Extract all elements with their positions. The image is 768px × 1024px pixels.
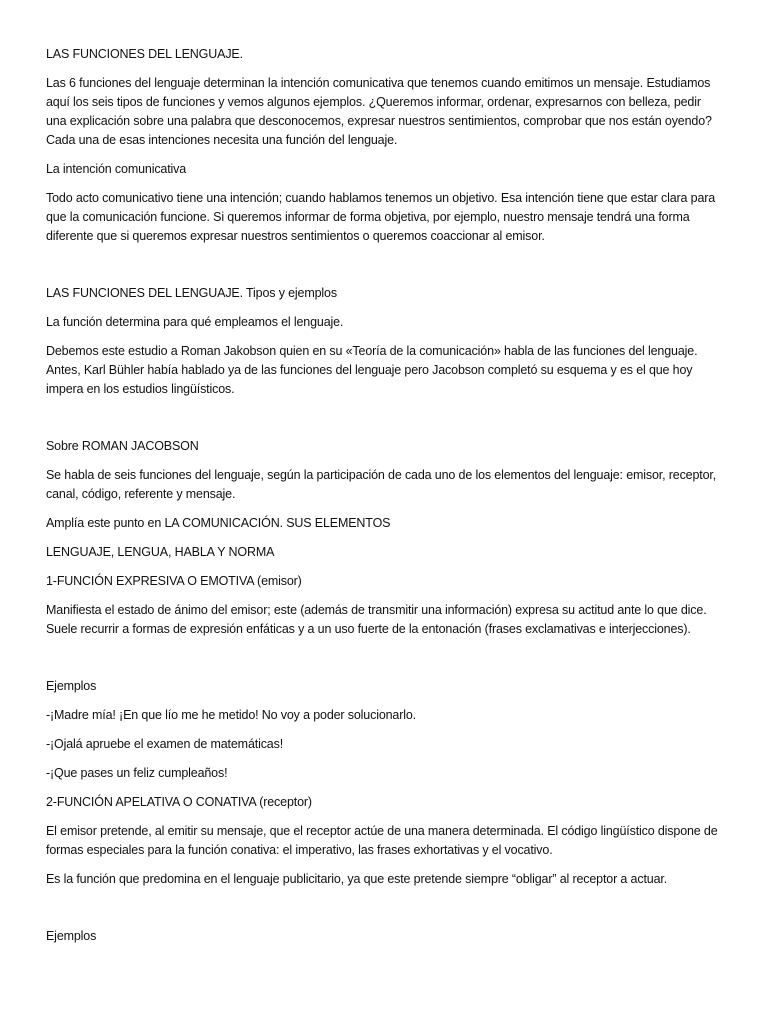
seis-funciones-paragraph: Se habla de seis funciones del lenguaje, según la participación de cada uno de los elementos del lenguaje: emisor, receptor, canal, código, referente y mensaje. [46, 468, 717, 501]
example-item: -¡Que pases un feliz cumpleaños! [46, 766, 228, 780]
expresiva-heading: 1-FUNCIÓN EXPRESIVA O EMOTIVA (emisor) [46, 574, 302, 588]
sobre-heading: Sobre ROMAN JACOBSON [46, 439, 199, 453]
expresiva-paragraph: Manifiesta el estado de ánimo del emisor; este (además de transmitir una información) expresa su actitud ante lo que dice. Suele recurrir a formas de expresión enfáticas y a un uso fuerte de la entonación (frases exclamativas e interjecciones). [46, 603, 707, 636]
jakobson-paragraph: Debemos este estudio a Roman Jakobson quien en su «Teoría de la comunicación» habla de las funciones del lenguaje. Antes, Karl Bühler había hablado ya de las funciones del lenguaje pero Jacobson completó su esquema y es el que hoy impera en los estudios lingüísticos. [46, 344, 698, 396]
lenguaje-lengua-line: LENGUAJE, LENGUA, HABLA Y NORMA [46, 545, 275, 559]
spacer [46, 409, 722, 437]
spacer [46, 256, 722, 284]
example-item: -¡Madre mía! ¡En que lío me he metido! No voy a poder solucionarlo. [46, 708, 416, 722]
apelativa-heading: 2-FUNCIÓN APELATIVA O CONATIVA (receptor) [46, 795, 312, 809]
document-page [46, 45, 722, 956]
document-title: LAS FUNCIONES DEL LENGUAJE. [46, 47, 243, 61]
intencion-paragraph: Todo acto comunicativo tiene una intención; cuando hablamos tenemos un objetivo. Esa intención tiene que estar clara para que la comunicación funcione. Si queremos informar de forma objetiva, por ejemplo, nuestro mensaje tendrá una forma diferente que si queremos expresar nuestros sentimientos o queremos coaccionar al emisor. [46, 191, 716, 243]
ejemplos-heading: Ejemplos [46, 929, 97, 943]
ejemplos-heading: Ejemplos [46, 679, 97, 693]
tipos-heading: LAS FUNCIONES DEL LENGUAJE. Tipos y ejemplos [46, 286, 337, 300]
funcion-line: La función determina para qué empleamos el lenguaje. [46, 315, 344, 329]
intencion-heading: La intención comunicativa [46, 162, 187, 176]
example-item: -¡Ojalá apruebe el examen de matemáticas! [46, 737, 284, 751]
apelativa-paragraph: El emisor pretende, al emitir su mensaje, que el receptor actúe de una manera determinada. El código lingüístico dispone de formas especiales para la función conativa: el imperativo, las frases exhortativas y el vocativo. [46, 824, 718, 857]
intro-paragraph: Las 6 funciones del lenguaje determinan la intención comunicativa que tenemos cuando emitimos un mensaje. Estudiamos aquí los seis tipos de funciones y vemos algunos ejemplos. ¿Queremos informar, ordenar, expresarnos con belleza, pedir una explicación sobre una palabra que desconocemos, expresar nuestros sentimientos, comprobar que nos están oyendo? Cada una de esas intenciones necesita una función del lenguaje. [46, 76, 712, 147]
amplia-line: Amplía este punto en LA COMUNICACIÓN. SUS ELEMENTOS [46, 516, 391, 530]
spacer [46, 649, 722, 677]
spacer [46, 899, 722, 927]
publicitario-paragraph: Es la función que predomina en el lenguaje publicitario, ya que este pretende siempre “obligar” al receptor a actuar. [46, 872, 668, 886]
